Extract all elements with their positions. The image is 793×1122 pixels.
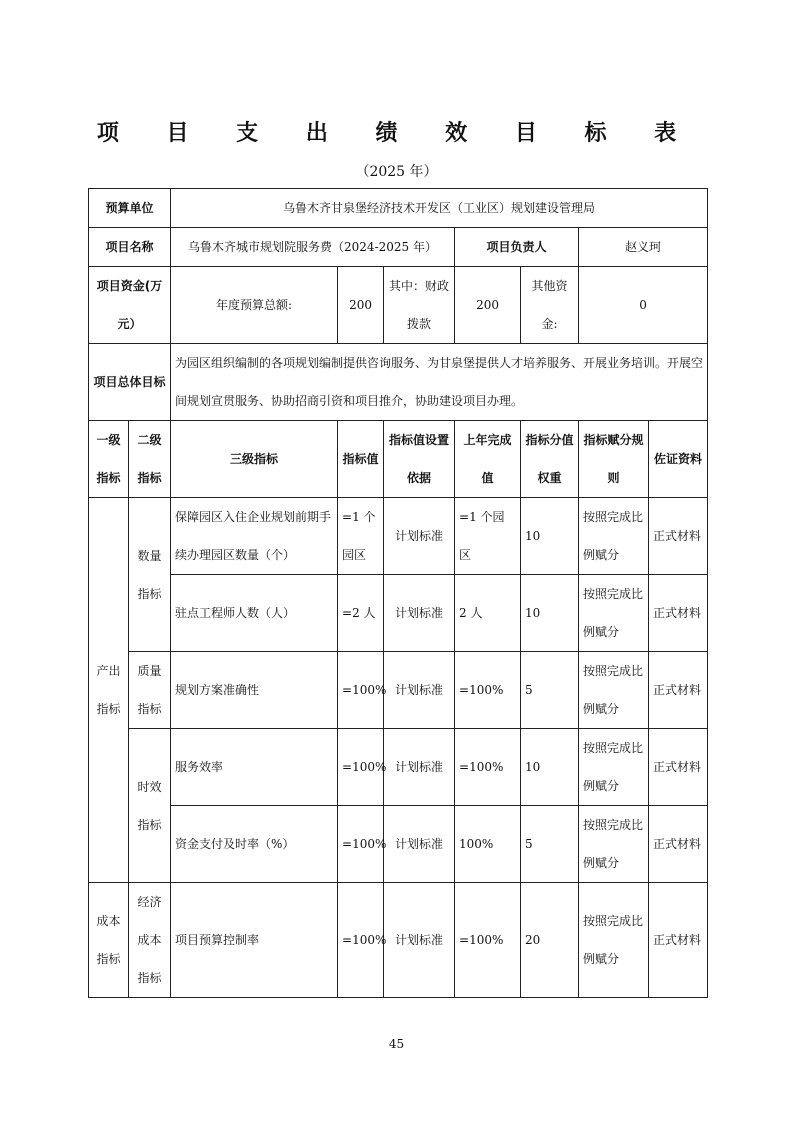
budget-unit-label: 预算单位 bbox=[89, 189, 171, 228]
row-basis: 计划标准 bbox=[384, 806, 455, 883]
table-row bbox=[89, 806, 708, 883]
row-basis: 计划标准 bbox=[384, 498, 455, 575]
row-weight: 10 bbox=[521, 729, 579, 806]
row-evidence: 正式材料 bbox=[649, 806, 708, 883]
other-funds-label: 其他资金: bbox=[521, 267, 579, 344]
row-rule: 按照完成比例赋分 bbox=[579, 652, 649, 729]
header-weight: 指标分值权重 bbox=[521, 421, 579, 498]
budget-unit-row bbox=[89, 189, 708, 228]
header-row bbox=[89, 421, 708, 498]
row-evidence: 正式材料 bbox=[649, 575, 708, 652]
annual-budget-label: 年度预算总额: bbox=[171, 267, 338, 344]
row-rule: 按照完成比例赋分 bbox=[579, 498, 649, 575]
goal-text: 为园区组织编制的各项规划编制提供咨询服务、为甘泉堡提供人才培养服务、开展业务培训。开展空间规划宣贯服务、协助招商引资和项目推介，协助建设项目办理。 bbox=[171, 344, 708, 421]
table-row bbox=[89, 652, 708, 729]
group-economic-cost: 经济成本指标 bbox=[129, 883, 171, 998]
row-value: =2 人 bbox=[338, 575, 384, 652]
group-timeliness: 时效指标 bbox=[129, 729, 171, 883]
row-basis: 计划标准 bbox=[384, 883, 455, 998]
page-title: 项 目 支 出 绩 效 目 标 表 bbox=[96, 121, 697, 146]
row-value: =1 个园区 bbox=[338, 498, 384, 575]
group-output: 产出指标 bbox=[89, 498, 129, 883]
group-quantity: 数量指标 bbox=[129, 498, 171, 652]
goal-label: 项目总体目标 bbox=[89, 344, 171, 421]
row-weight: 10 bbox=[521, 575, 579, 652]
table-row bbox=[89, 498, 708, 575]
performance-table bbox=[88, 188, 708, 998]
funds-row bbox=[89, 267, 708, 344]
row-last: =100% bbox=[455, 652, 521, 729]
annual-budget-value: 200 bbox=[338, 267, 384, 344]
header-level1: 一级指标 bbox=[89, 421, 129, 498]
row-weight: 5 bbox=[521, 652, 579, 729]
goal-row bbox=[89, 344, 708, 421]
page-subtitle: （2025 年） bbox=[355, 164, 438, 180]
project-leader-label: 项目负责人 bbox=[455, 228, 579, 267]
row-weight: 10 bbox=[521, 498, 579, 575]
row-rule: 按照完成比例赋分 bbox=[579, 729, 649, 806]
table-row bbox=[89, 729, 708, 806]
row-l3: 项目预算控制率 bbox=[171, 883, 338, 998]
row-basis: 计划标准 bbox=[384, 575, 455, 652]
row-l3: 保障园区入住企业规划前期手续办理园区数量（个） bbox=[171, 498, 338, 575]
header-rule: 指标赋分规则 bbox=[579, 421, 649, 498]
row-evidence: 正式材料 bbox=[649, 652, 708, 729]
project-name-label: 项目名称 bbox=[89, 228, 171, 267]
row-last: =100% bbox=[455, 729, 521, 806]
budget-unit-value: 乌鲁木齐甘泉堡经济技术开发区（工业区）规划建设管理局 bbox=[171, 189, 708, 228]
header-evidence: 佐证资料 bbox=[649, 421, 708, 498]
fiscal-label: 其中：财政拨款 bbox=[384, 267, 455, 344]
row-weight: 5 bbox=[521, 806, 579, 883]
table-row bbox=[89, 883, 708, 998]
row-l3: 服务效率 bbox=[171, 729, 338, 806]
row-last: 2 人 bbox=[455, 575, 521, 652]
project-row bbox=[89, 228, 708, 267]
row-l3: 规划方案准确性 bbox=[171, 652, 338, 729]
header-basis: 指标值设置依据 bbox=[384, 421, 455, 498]
row-basis: 计划标准 bbox=[384, 652, 455, 729]
other-funds-value: 0 bbox=[579, 267, 708, 344]
project-name-value: 乌鲁木齐城市规划院服务费（2024-2025 年） bbox=[171, 228, 455, 267]
row-basis: 计划标准 bbox=[384, 729, 455, 806]
row-value: =100% bbox=[338, 652, 384, 729]
group-quality: 质量指标 bbox=[129, 652, 171, 729]
row-rule: 按照完成比例赋分 bbox=[579, 883, 649, 998]
table-row bbox=[89, 575, 708, 652]
header-level2: 二级指标 bbox=[129, 421, 171, 498]
row-l3: 驻点工程师人数（人） bbox=[171, 575, 338, 652]
page-number: 45 bbox=[388, 1037, 405, 1051]
row-last: 100% bbox=[455, 806, 521, 883]
funds-label: 项目资金(万元） bbox=[89, 267, 171, 344]
row-evidence: 正式材料 bbox=[649, 883, 708, 998]
row-evidence: 正式材料 bbox=[649, 498, 708, 575]
header-value: 指标值 bbox=[338, 421, 384, 498]
row-rule: 按照完成比例赋分 bbox=[579, 575, 649, 652]
row-weight: 20 bbox=[521, 883, 579, 998]
row-value: =100% bbox=[338, 729, 384, 806]
header-level3: 三级指标 bbox=[171, 421, 338, 498]
row-rule: 按照完成比例赋分 bbox=[579, 806, 649, 883]
fiscal-value: 200 bbox=[455, 267, 521, 344]
row-last: =1 个园区 bbox=[455, 498, 521, 575]
row-value: =100% bbox=[338, 806, 384, 883]
row-l3: 资金支付及时率（%） bbox=[171, 806, 338, 883]
header-last-year: 上年完成值 bbox=[455, 421, 521, 498]
row-last: =100% bbox=[455, 883, 521, 998]
project-leader-value: 赵义珂 bbox=[579, 228, 708, 267]
row-evidence: 正式材料 bbox=[649, 729, 708, 806]
row-value: =100% bbox=[338, 883, 384, 998]
group-cost: 成本指标 bbox=[89, 883, 129, 998]
